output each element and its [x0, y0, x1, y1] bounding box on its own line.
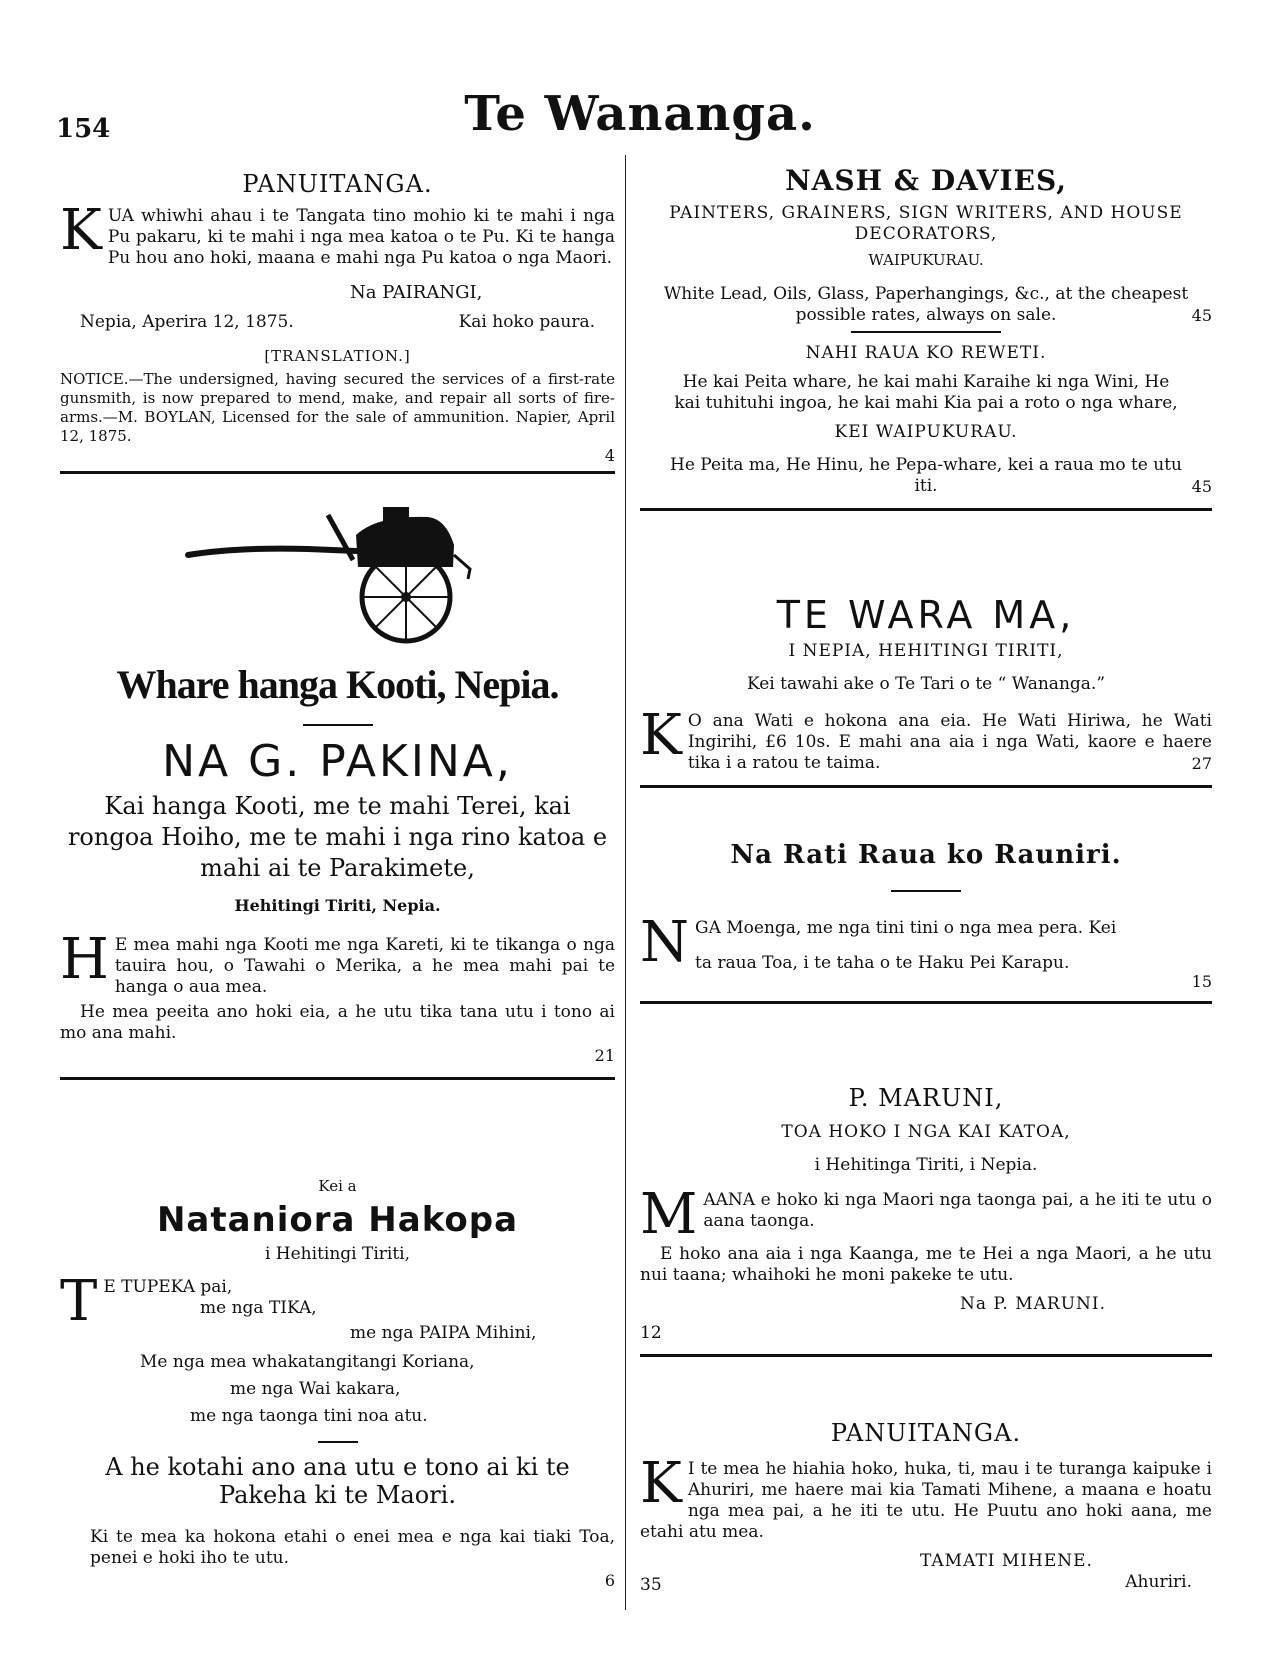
- watchmaker-location: Kei tawahi ake o Te Tari o te “ Wananga.”: [746, 674, 1106, 694]
- business-body: [60, 927, 615, 998]
- business-text-2: He mea peeita ano hoki eia, a he utu tika tana utu i tono ai mo ana mahi.: [60, 1002, 615, 1043]
- ad-signature: TAMATI MIHENE.: [920, 1551, 1093, 1571]
- kei-a-label: Kei a: [318, 1177, 357, 1195]
- page-header: [0, 86, 1280, 156]
- goods-line-5: me nga Wai kakara,: [230, 1379, 401, 1399]
- merchant-name: P. MARUNI,: [848, 1084, 1004, 1112]
- drop-cap: H: [60, 927, 109, 992]
- business-text-1: E mea mahi nga Kooti me nga Kareti, ki te tikanga o nga tauira hou, o Tawahi o Merika, a he mea mahi pai te hanga o aua mea.: [114, 935, 615, 997]
- firm-name: NASH & DAVIES,: [785, 164, 1067, 197]
- price-statement: A he kotahi ano ana utu e tono ai ki te Pakeha ki te Maori.: [105, 1453, 570, 1509]
- divider: [891, 890, 961, 892]
- column-divider: [625, 155, 626, 1610]
- drop-cap: M: [640, 1182, 698, 1247]
- watchmaker-address: I NEPIA, HEHITINGI TIRITI,: [788, 641, 1064, 661]
- translation-label: [TRANSLATION.]: [264, 347, 411, 365]
- ad-number: 4: [604, 446, 615, 465]
- ad-maruni: [640, 1070, 1212, 1363]
- ad-text: I te mea he hiahia hoko, huka, ti, mau i te turanga kaipuke i Ahuriri, me haere mai kia Tamati Mihene, a maana e hoatu nga mea pai, a he iti te utu. He Puutu ano hoki aana, me etahi atu mea.: [640, 1459, 1212, 1542]
- merchant-text-1: AANA e hoko ki nga Maori nga taonga pai, a he iti te utu o aana taonga.: [703, 1190, 1212, 1231]
- firm-maori-body: He kai Peita whare, he kai mahi Karaihe ki nga Wini, He kai tuhituhi ingoa, he kai mahi Kia pai a roto o nga whare,: [674, 372, 1178, 413]
- merchant-address: i Hehitinga Tiriti, i Nepia.: [814, 1155, 1038, 1175]
- ad-number: 6: [604, 1571, 615, 1590]
- ad-number: 21: [594, 1046, 615, 1065]
- divider: [60, 1077, 615, 1080]
- merchant-signature: Na P. MARUNI.: [960, 1294, 1107, 1314]
- ad-number: 12: [640, 1323, 662, 1343]
- drop-cap: K: [60, 198, 102, 263]
- ad-mihene: [640, 1405, 1212, 1596]
- firm-maori-goods: He Peita ma, He Hinu, he Pepa-whare, kei a raua mo te utu iti.: [670, 455, 1182, 496]
- goods-line-4: Me nga mea whakatangitangi Koriana,: [140, 1352, 475, 1372]
- firm-place: WAIPUKURAU.: [868, 251, 984, 269]
- watchmaker-text: O ana Wati e hokona ana eia. He Wati Hiriwa, he Wati Ingirihi, £6 10s. E mahi ana aia i nga Wati, kaore e haere tika i a ratou te taima.: [687, 711, 1212, 773]
- shop-address: i Hehitingi Tiriti,: [264, 1244, 411, 1264]
- ad-pakina: [60, 505, 615, 1086]
- drop-cap: K: [640, 1451, 682, 1516]
- store-body: [640, 910, 1212, 975]
- goods-line-2: me nga TIKA,: [200, 1298, 317, 1318]
- merchant-body: [640, 1182, 1212, 1247]
- workshop-title: Whare hanga Kooti, Nepia.: [116, 662, 559, 707]
- ad-nash-davies: [640, 160, 1212, 517]
- ad-te-wara: [640, 585, 1212, 794]
- price-note: Ki te mea ka hokona etahi o enei mea e nga kai tiaki Toa, penei e hoki iho te utu.: [90, 1527, 615, 1568]
- goods-line-6: me nga taonga tini noa atu.: [190, 1406, 428, 1426]
- goods-line-1: E TUPEKA pai,: [103, 1277, 233, 1297]
- divider: [640, 508, 1212, 511]
- ad-place: Ahuriri.: [1125, 1572, 1192, 1592]
- business-address: Hehitingi Tiriti, Nepia.: [234, 896, 441, 915]
- drop-cap: K: [640, 703, 682, 768]
- ad-body: [640, 1451, 1212, 1543]
- ad-role: Kai hoko paura.: [458, 312, 595, 332]
- merchant-shop: TOA HOKO I NGA KAI KATOA,: [781, 1122, 1071, 1142]
- ad-heading: PANUITANGA.: [830, 1419, 1022, 1447]
- store-title: Na Rati Raua ko Rauniri.: [730, 840, 1122, 870]
- ad-rati: [640, 830, 1212, 1010]
- merchant-text-2: E hoko ana aia i nga Kaanga, me te Hei a nga Maori, a he utu nui taana; whaihoki he moni pakeke te utu.: [640, 1244, 1212, 1285]
- firm-goods: White Lead, Oils, Glass, Paperhangings, &c., at the cheapest possible rates, always on sale.: [663, 284, 1189, 325]
- shop-goods: [60, 1269, 615, 1427]
- ad-number: 15: [1191, 972, 1212, 991]
- divider: [851, 331, 1001, 333]
- ad-number: 27: [1191, 754, 1212, 773]
- translation-text: NOTICE.—The undersigned, having secured the services of a first-rate gunsmith, is now prepared to mend, make, and repair all sorts of fire-arms.—M. BOYLAN, Licensed for the sale of ammunition. Napier, April 12, 1875.: [60, 370, 615, 445]
- store-line-2: ta raua Toa, i te taha o te Haku Pei Karapu.: [695, 953, 1070, 973]
- goods-line-3: me nga PAIPA Mihini,: [350, 1323, 537, 1343]
- ad-number: 45: [1191, 477, 1212, 496]
- page-number: 154: [56, 114, 111, 144]
- business-description: Kai hanga Kooti, me te mahi Terei, kai rongoa Hoiho, me te mahi i nga rino katoa e mahi ai te Parakimete,: [67, 792, 608, 882]
- ad-text: UA whiwhi ahau i te Tangata tino mohio ki te mahi i nga Pu pakaru, ki te mahi i nga mea katoa o te Pu. Ki te hanga Pu hou ano hoki, maana e mahi nga Pu katoa o nga Maori.: [107, 206, 615, 268]
- ad-dateline: [60, 312, 615, 333]
- store-line-1: GA Moenga, me nga tini tini o nga mea pera. Kei: [695, 918, 1117, 938]
- divider: [640, 1001, 1212, 1004]
- ad-pairangi: [60, 160, 615, 480]
- ad-heading: PANUITANGA.: [242, 170, 433, 198]
- drop-cap: N: [640, 910, 689, 975]
- ad-signature: Na PAIRANGI,: [350, 282, 483, 303]
- divider: [640, 785, 1212, 788]
- divider: [640, 1354, 1212, 1357]
- shop-owner-name: Nataniora Hakopa: [156, 1200, 519, 1240]
- divider: [303, 724, 373, 726]
- ad-place-date: Nepia, Aperira 12, 1875.: [80, 312, 294, 332]
- watchmaker-name: TE WARA MA,: [776, 593, 1076, 637]
- divider: [318, 1441, 358, 1443]
- ad-number: 45: [1191, 306, 1212, 325]
- masthead-title: Te Wananga.: [464, 86, 816, 142]
- ad-number: 35: [640, 1575, 662, 1595]
- firm-trades: PAINTERS, GRAINERS, SIGN WRITERS, AND HOUSE DECORATORS,: [669, 203, 1183, 244]
- firm-maori-name: NAHI RAUA KO REWETI.: [805, 343, 1047, 363]
- ad-body: [60, 198, 615, 269]
- gig-cart-illustration: [178, 505, 498, 645]
- business-name: NA G. PAKINA,: [162, 736, 513, 787]
- divider: [60, 471, 615, 474]
- firm-maori-place: KEI WAIPUKURAU.: [834, 422, 1018, 442]
- ad-hakopa: [60, 1165, 615, 1590]
- drop-cap: T: [60, 1269, 98, 1334]
